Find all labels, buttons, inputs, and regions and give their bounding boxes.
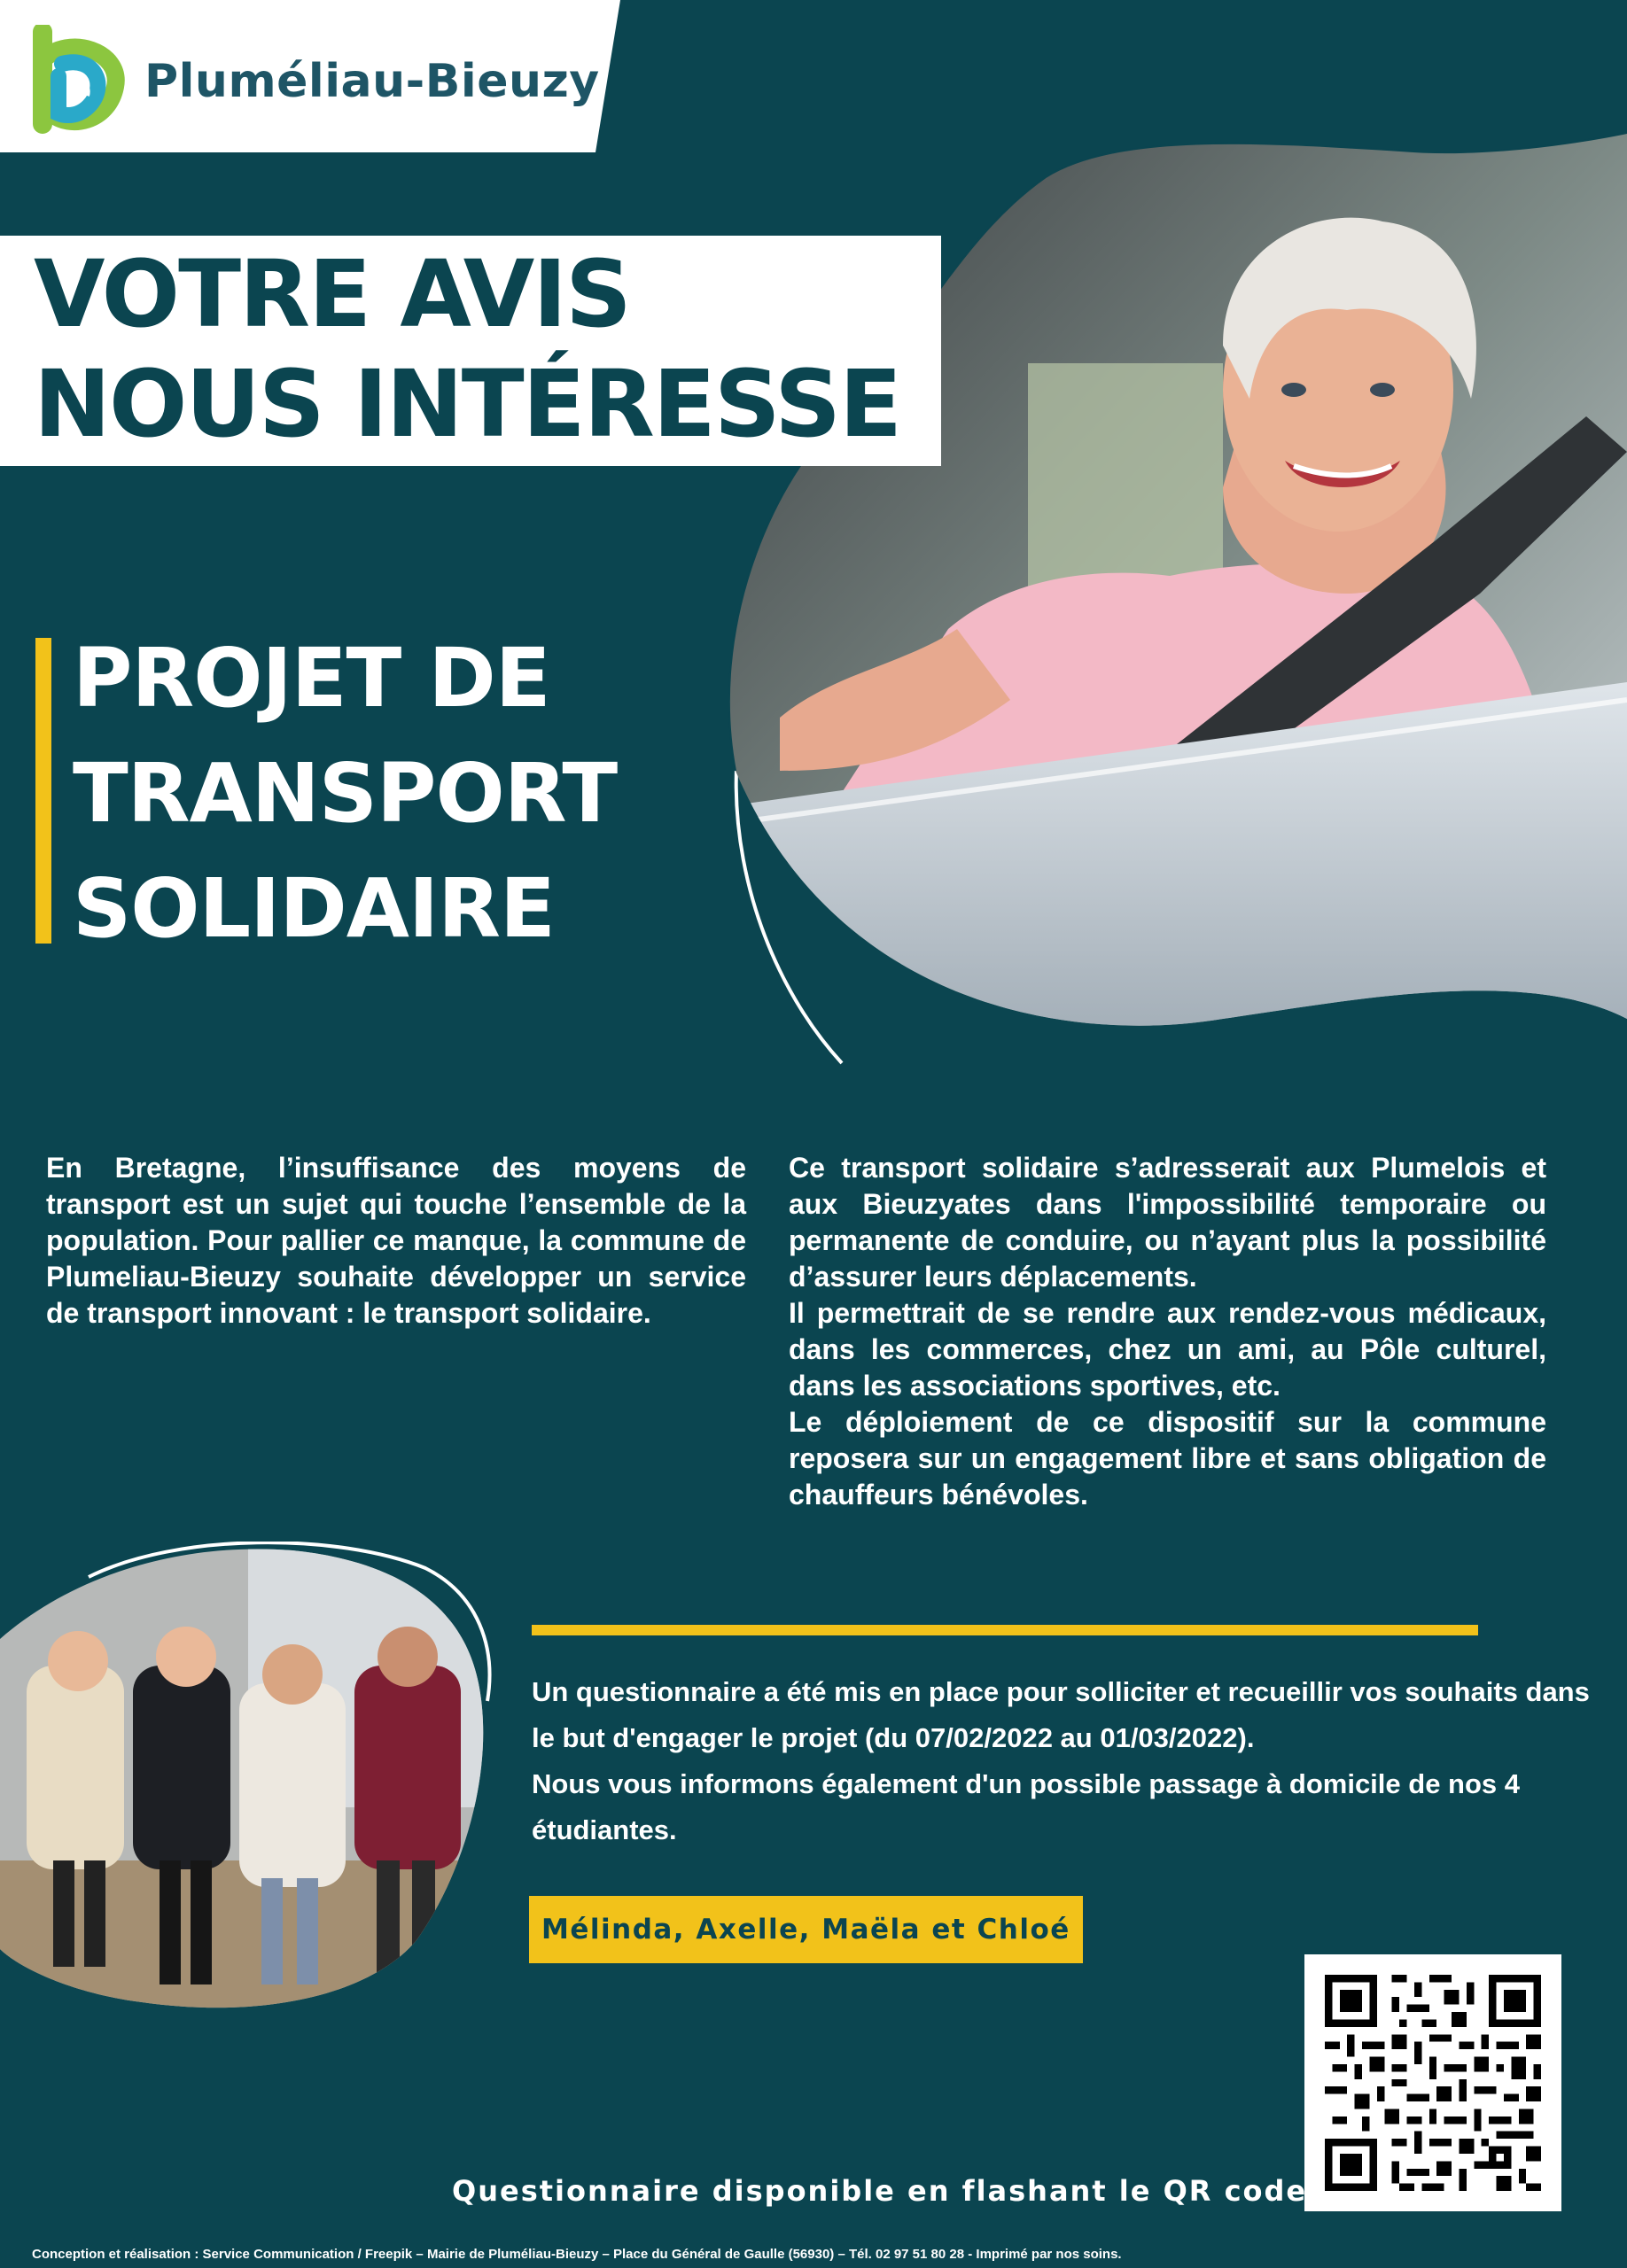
page-title-line-1: VOTRE AVIS bbox=[34, 240, 630, 348]
details-paragraph-3: Le déploiement de ce dispositif sur la commune reposera sur un engagement libre et sans obligation de chauffeurs bénévoles. bbox=[789, 1406, 1546, 1511]
project-heading-line-3: SOLIDAIRE bbox=[73, 861, 555, 956]
footer-credit: Conception et réalisation : Service Communication / Freepik – Mairie de Pluméliau-Bieuzy – Place du Général de Gaulle (56930) – Tél. 02 97 51 80 28 - Imprimé par nos soins. bbox=[32, 2247, 1122, 2262]
town-logo-icon bbox=[16, 25, 129, 138]
questionnaire-paragraph-1: Un questionnaire a été mis en place pour solliciter et recueillir vos souhaits dans le but d'engager le projet (du 07/02/2022 au 01/03/2022). bbox=[532, 1676, 1590, 1753]
project-heading-line-1: PROJET DE bbox=[73, 631, 550, 726]
page-title-line-2: NOUS INTÉRESSE bbox=[34, 350, 901, 458]
details-paragraph-2: Il permettrait de se rendre aux rendez-vous médicaux, dans les commerces, chez un ami, au Pôle culturel, dans les associations sportives, etc. bbox=[789, 1297, 1546, 1402]
students-photo bbox=[0, 1542, 496, 2020]
details-column bbox=[789, 1150, 1546, 1513]
questionnaire-text bbox=[532, 1669, 1595, 1853]
accent-bar bbox=[35, 638, 51, 944]
town-name: Pluméliau-Bieuzy bbox=[144, 55, 600, 108]
intro-column bbox=[46, 1150, 746, 1332]
qr-code-icon[interactable] bbox=[1325, 1975, 1541, 2191]
intro-paragraph: En Bretagne, l’insuffisance des moyens de transport est un sujet qui touche l’ensemble de la population. Pour pallier ce manque, la commune de Plumeliau-Bieuzy souhaite développer un service de transport innovant : le transport solidaire. bbox=[46, 1152, 746, 1329]
divider-rule bbox=[532, 1625, 1478, 1635]
students-names-badge: Mélinda, Axelle, Maëla et Chloé bbox=[529, 1896, 1083, 1963]
details-paragraph-1: Ce transport solidaire s’adresserait aux Plumelois et aux Bieuzyates dans l'impossibilité temporaire ou permanente de conduire, ou n’ayant plus la possibilité d’assurer leurs déplacements. bbox=[789, 1152, 1546, 1293]
qr-caption: Questionnaire disponible en flashant le QR code bbox=[452, 2174, 1308, 2208]
project-heading-line-2: TRANSPORT bbox=[73, 746, 618, 841]
questionnaire-paragraph-2: Nous vous informons également d'un possible passage à domicile de nos 4 étudiantes. bbox=[532, 1768, 1521, 1845]
